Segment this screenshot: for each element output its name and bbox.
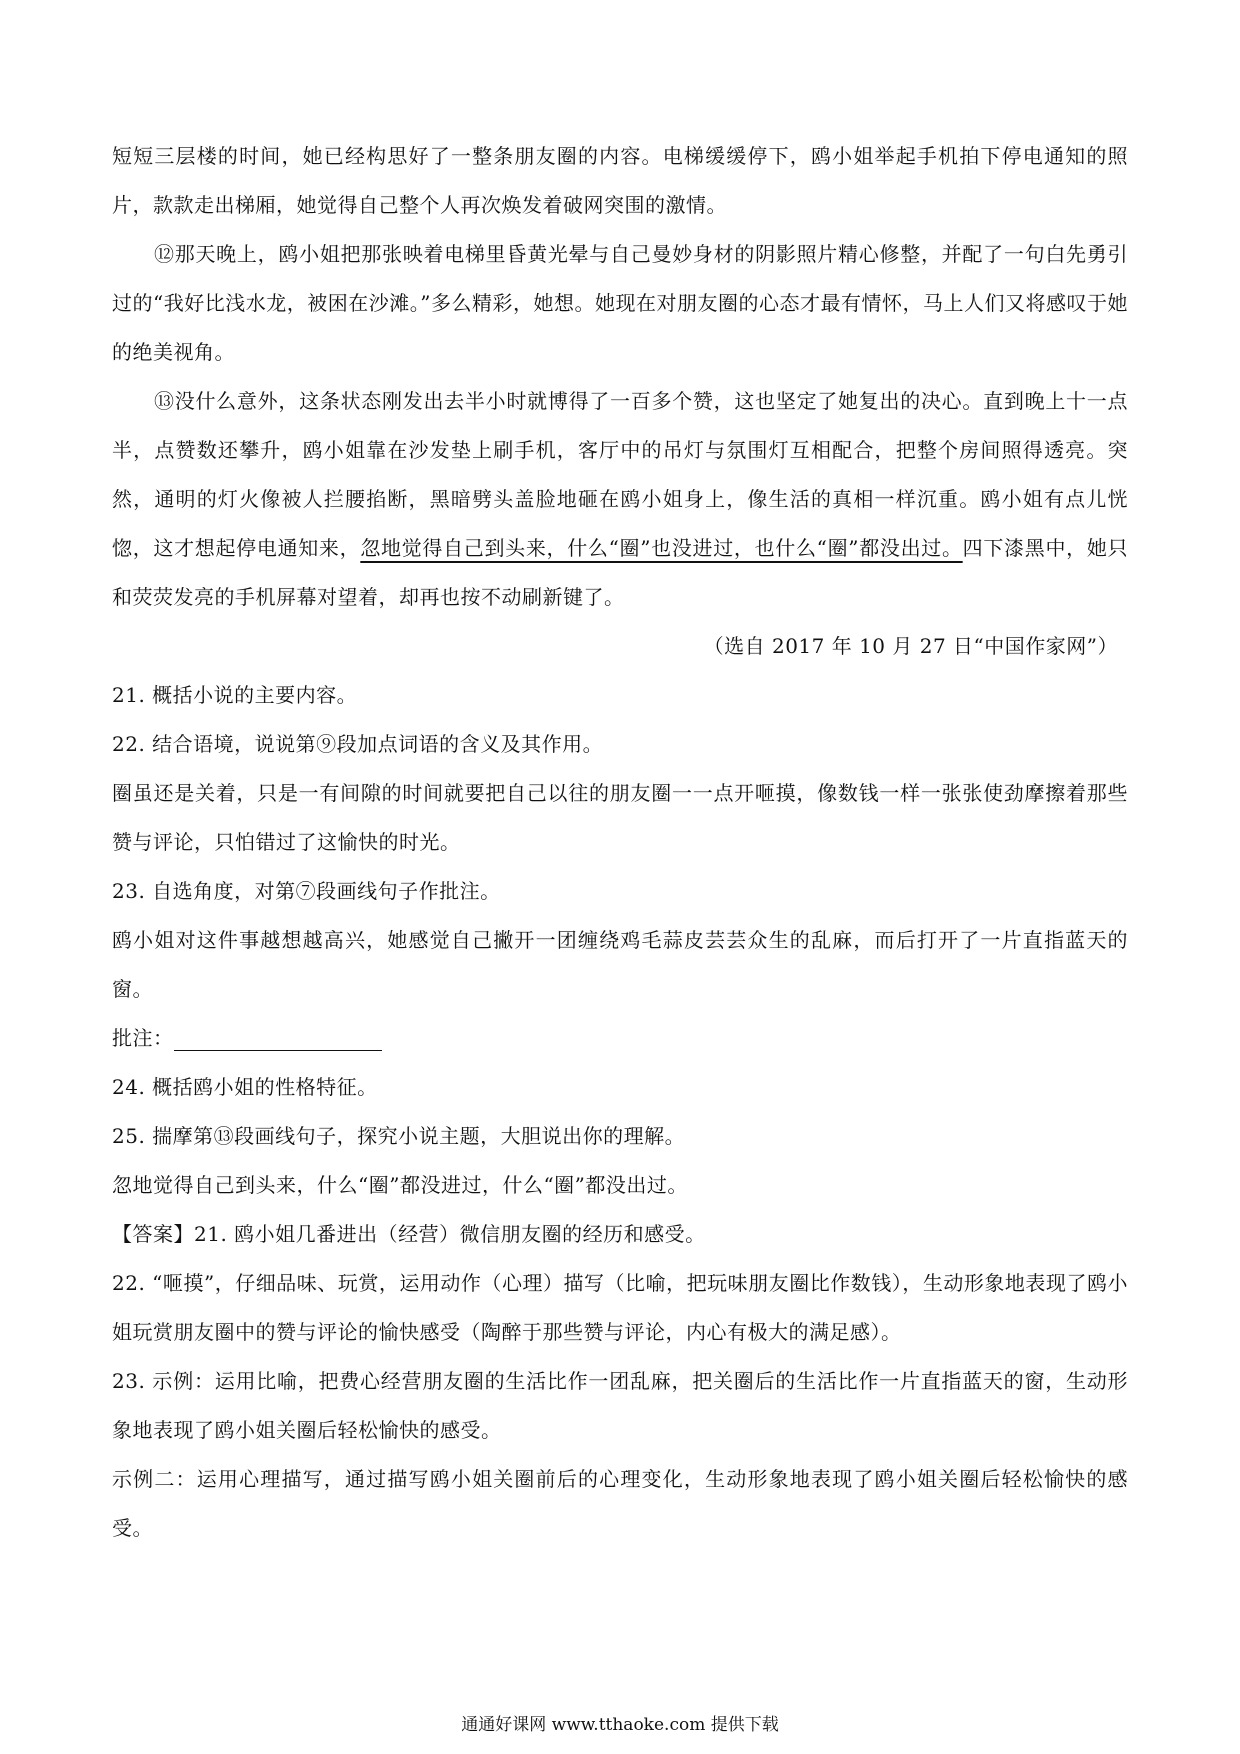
question-23-quote: 鸥小姐对这件事越想越高兴，她感觉自己撇开一团缠绕鸡毛蒜皮芸芸众生的乱麻，而后打开了一片直指蓝天的窗。: [112, 928, 1128, 1001]
question-21: 21. 概括小说的主要内容。: [112, 683, 358, 707]
question-24: 24. 概括鸥小姐的性格特征。: [112, 1075, 378, 1099]
annotation-label: 批注：: [112, 1026, 174, 1050]
paragraph-11-end: 短短三层楼的时间，她已经构思好了一整条朋友圈的内容。电梯缓缓停下，鸥小姐举起手机拍下停电通知的照片，款款走出梯厢，她觉得自己整个人再次焕发着破网突围的激情。: [112, 144, 1128, 217]
answer-21: 【答案】21. 鸥小姐几番进出（经营）微信朋友圈的经历和感受。: [112, 1222, 706, 1246]
answer-22: 22. “咂摸”，仔细品味、玩赏，运用动作（心理）描写（比喻，把玩味朋友圈比作数钱），生动形象地表现了鸥小姐玩赏朋友圈中的赞与评论的愉快感受（陶醉于那些赞与评论，内心有极大的满足感）。: [112, 1271, 1128, 1344]
paragraph-13-text: ⑬没什么意外，这条状态刚发出去半小时就博得了一百多个赞，这也坚定了她复出的决心。直到晚上十一点半，点赞数还攀升，鸥小姐靠在沙发垫上刷手机，客厅中的吊灯与氛围灯互相配合，把整个房间照得透亮。突然，通明的灯火像被人拦腰掐断，黑暗劈头盖脸地砸在鸥小姐身上，像生活的真相一样沉重。鸥小姐有点儿恍惚，这才想起停电通知来，: [112, 389, 1128, 560]
paragraph-12: ⑫那天晚上，鸥小姐把那张映着电梯里昏黄光晕与自己曼妙身材的阴影照片精心修整，并配了一句白先勇引过的“我好比浅水龙，被困在沙滩。”多么精彩，她想。她现在对朋友圈的心态才最有情怀，马上人们又将感叹于她的绝美视角。: [112, 242, 1128, 364]
question-22-quote: 圈虽还是关着，只是一有间隙的时间就要把自己以往的朋友圈一一点开咂摸，像数钱一样一张张使劲摩擦着那些赞与评论，只怕错过了这愉快的时光。: [112, 781, 1128, 854]
question-22: 22. 结合语境，说说第⑨段加点词语的含义及其作用。: [112, 732, 604, 756]
annotation-line: [112, 1014, 1128, 1063]
question-25: 25. 揣摩第⑬段画线句子，探究小说主题，大胆说出你的理解。: [112, 1124, 686, 1148]
question-23: 23. 自选角度，对第⑦段画线句子作批注。: [112, 879, 501, 903]
answer-23: 23. 示例：运用比喻，把费心经营朋友圈的生活比作一团乱麻，把关圈后的生活比作一片直指蓝天的窗，生动形象地表现了鸥小姐关圈后轻松愉快的感受。: [112, 1369, 1128, 1442]
document-body: [112, 132, 1128, 1553]
page-footer: 通通好课网 www.tthaoke.com 提供下载: [461, 1715, 779, 1735]
paragraph-13-end: 四下漆黑中，她只和荧荧发亮的手机屏幕对望着，却再也按不动刷新键了。: [112, 536, 1129, 609]
answer-23-example-2: 示例二：运用心理描写，通过描写鸥小姐关圈前后的心理变化，生动形象地表现了鸥小姐关圈后轻松愉快的感受。: [112, 1467, 1128, 1540]
question-25-quote: 忽地觉得自己到头来，什么“圈”都没进过，什么“圈”都没出过。: [112, 1173, 688, 1197]
underlined-sentence: 忽地觉得自己到头来，什么“圈”也没进过，也什么“圈”都没出过。: [360, 536, 963, 560]
source-citation: （选自 2017 年 10 月 27 日“中国作家网”）: [703, 634, 1118, 658]
paragraph-13: [112, 377, 1128, 622]
annotation-blank: [174, 1022, 382, 1051]
